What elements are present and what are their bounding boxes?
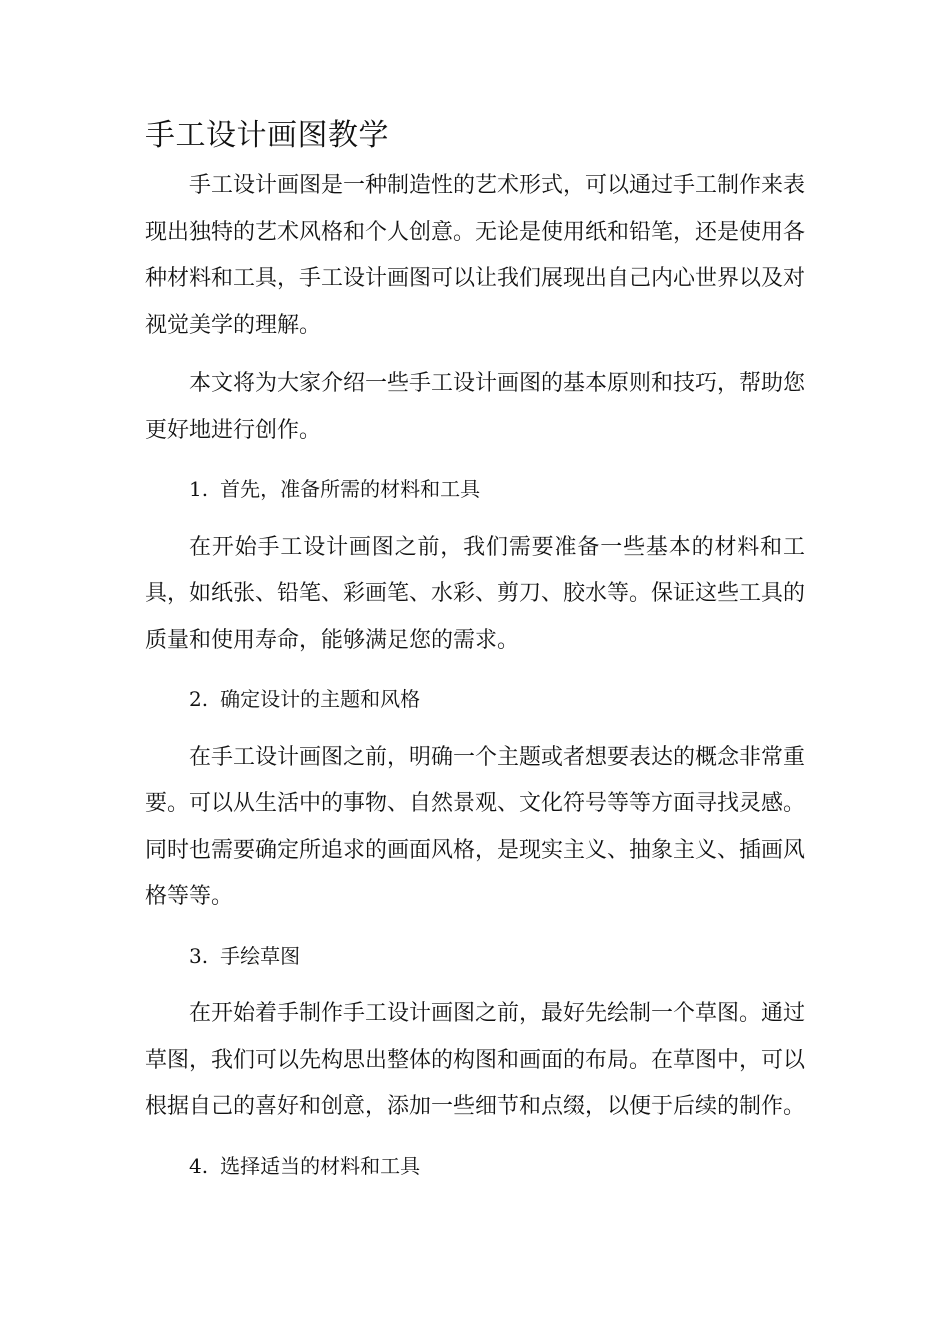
section-heading-text-1: 首先，准备所需的材料和工具 bbox=[220, 477, 481, 501]
section-heading-1 bbox=[145, 466, 805, 513]
section-body-2: 在手工设计画图之前，明确一个主题或者想要表达的概念非常重要。可以从生活中的事物、自然景观、文化符号等等方面寻找灵感。同时也需要确定所追求的画面风格，是现实主义、抽象主义、插画风格等等。 bbox=[145, 744, 806, 909]
intro-paragraph-1: 手工设计画图是一种制造性的艺术形式，可以通过手工制作来表现出独特的艺术风格和个人创意。无论是使用纸和铅笔，还是使用各种材料和工具，手工设计画图可以让我们展现出自己内心世界以及对视觉美学的理解。 bbox=[145, 173, 806, 338]
section-number-4: 4. bbox=[189, 1153, 209, 1178]
section-number-2: 2. bbox=[189, 687, 209, 711]
section-number-3: 3. bbox=[189, 943, 209, 968]
section-heading-3 bbox=[145, 933, 805, 980]
section-body-3: 在开始着手制作手工设计画图之前，最好先绘制一个草图。通过草图，我们可以先构思出整体的构图和画面的布局。在草图中，可以根据自己的喜好和创意，添加一些细节和点缀，以便于后续的制作。 bbox=[145, 1001, 806, 1119]
section-heading-text-3: 手绘草图 bbox=[220, 943, 301, 968]
section-heading-2 bbox=[145, 676, 805, 723]
document-body bbox=[145, 163, 805, 1201]
section-heading-text-2: 确定设计的主题和风格 bbox=[220, 687, 421, 711]
document-title: 手工设计画图教学 bbox=[145, 118, 389, 153]
section-number-1: 1. bbox=[189, 477, 209, 501]
section-heading-text-4: 选择适当的材料和工具 bbox=[220, 1153, 421, 1178]
intro-paragraph-2: 本文将为大家介绍一些手工设计画图的基本原则和技巧，帮助您更好地进行创作。 bbox=[145, 371, 806, 443]
section-body-1: 在开始手工设计画图之前，我们需要准备一些基本的材料和工具，如纸张、铅笔、彩画笔、水彩、剪刀、胶水等。保证这些工具的质量和使用寿命，能够满足您的需求。 bbox=[145, 534, 806, 653]
section-heading-4 bbox=[145, 1143, 805, 1190]
